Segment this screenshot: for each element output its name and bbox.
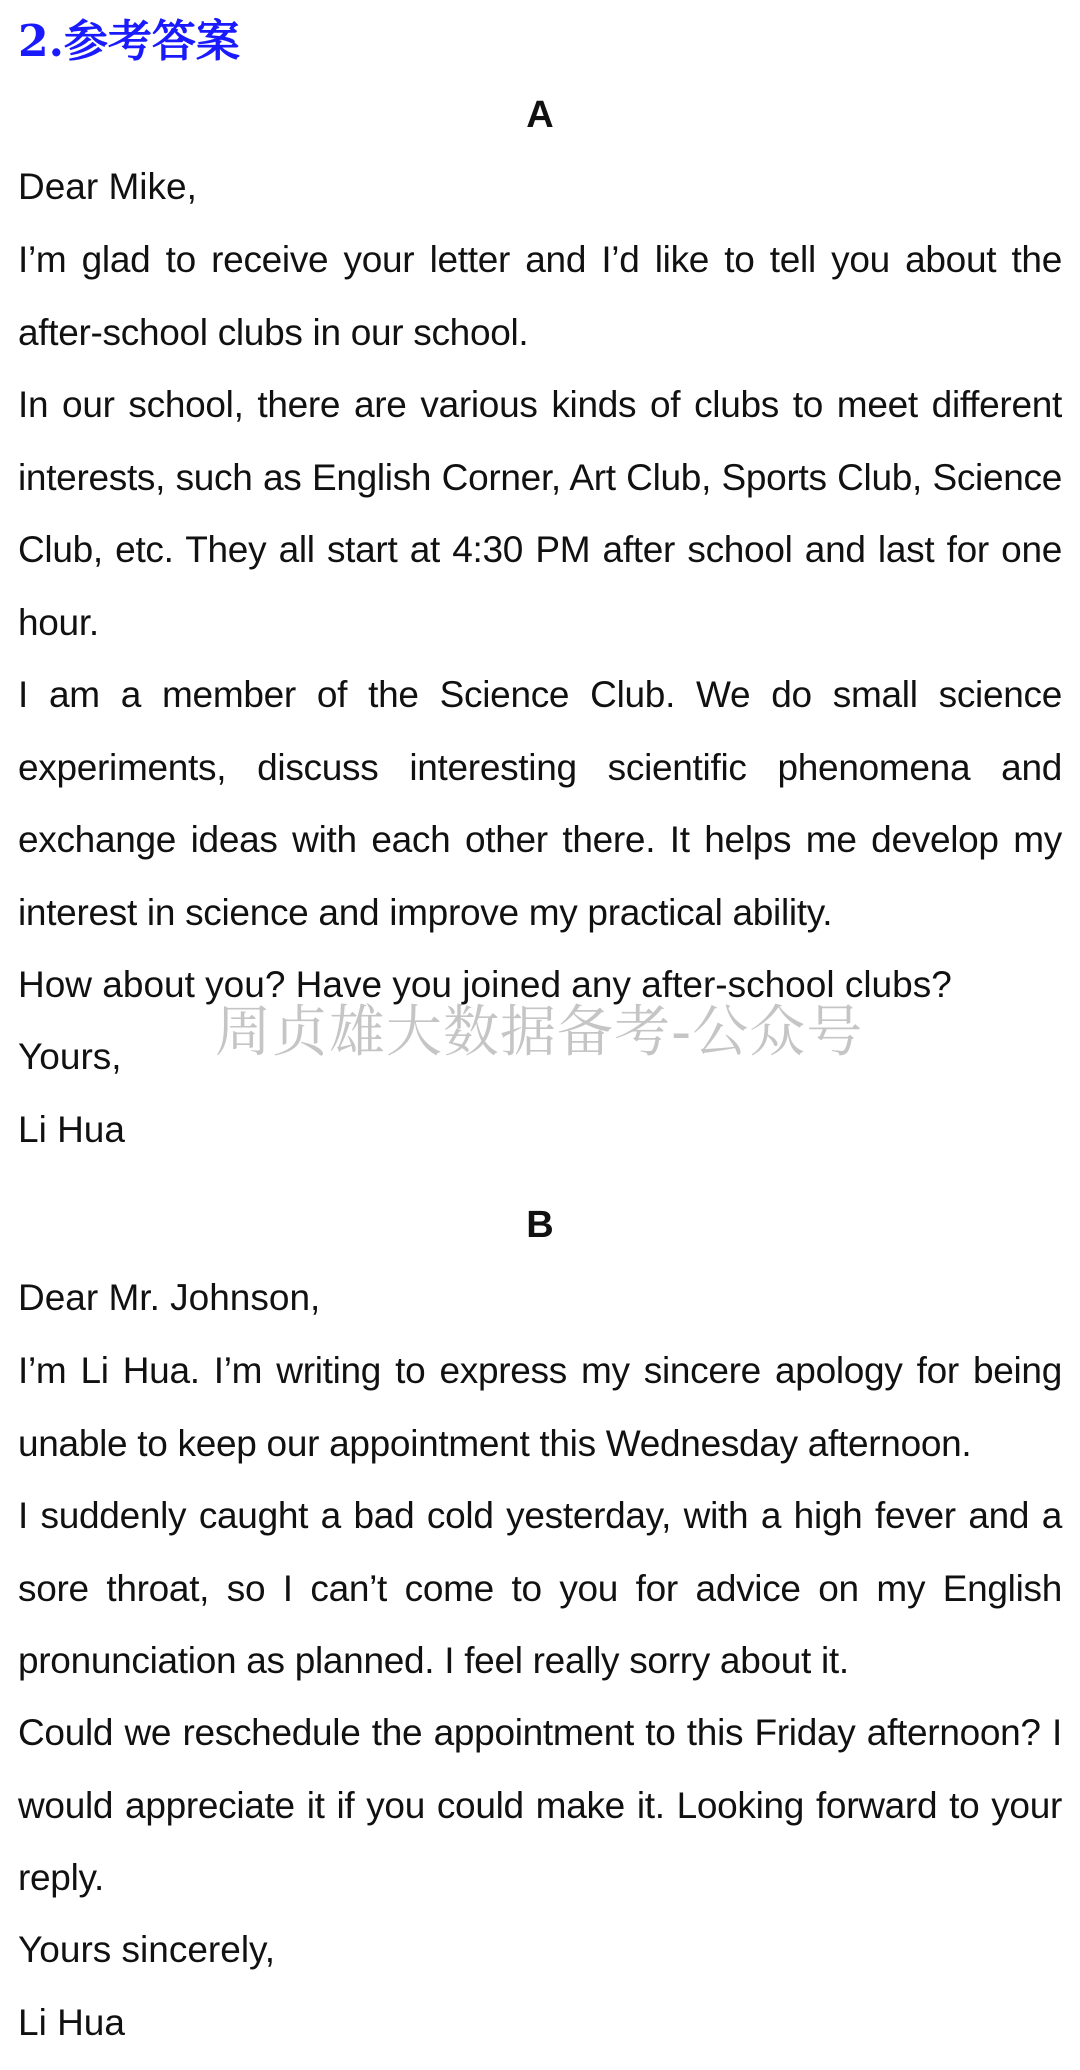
letter-b-paragraph-2: I suddenly caught a bad cold yesterday, with a high fever and a sore throat, so I can’t come to you for advice on my English pronunciation as planned. I feel really sorry about it. (18, 1495, 1062, 1681)
letter-a-paragraph-3: I am a member of the Science Club. We do small science experiments, discuss interesting scientific phenomena and exchange ideas with each other there. It helps me develop my interest in science and improve my practical ability. (18, 674, 1062, 933)
letter-a-signature: Li Hua (18, 1109, 125, 1150)
section-heading: 2.参考答案 (18, 16, 240, 67)
letter-b-paragraph-1: I’m Li Hua. I’m writing to express my sincere apology for being unable to keep our appointment this Wednesday afternoon. (18, 1350, 1062, 1464)
letter-a-paragraph-4: How about you? Have you joined any after-school clubs? (18, 964, 952, 1005)
letter-b-paragraph-3: Could we reschedule the appointment to this Friday afternoon? I would appreciate it if you could make it. Looking forward to your reply. (18, 1712, 1062, 1898)
letter-a-greeting: Dear Mike, (18, 166, 197, 207)
letter-a-paragraph-2: In our school, there are various kinds of clubs to meet different interests, such as English Corner, Art Club, Sports Club, Science Club, etc. They all start at 4:30 PM after school and last for one hour. (18, 384, 1062, 643)
letter-b-greeting: Dear Mr. Johnson, (18, 1277, 321, 1318)
letter-a-closing: Yours, (18, 1036, 122, 1077)
watermark-text: 周贞雄大数据备考-公众号 (215, 1000, 864, 1065)
letter-b-closing: Yours sincerely, (18, 1929, 276, 1970)
letter-b-signature: Li Hua (18, 2002, 125, 2043)
letter-a-label: A (526, 94, 554, 136)
letter-a-paragraph-1: I’m glad to receive your letter and I’d like to tell you about the after-school clubs in our school. (18, 239, 1062, 353)
letter-b-label: B (526, 1204, 554, 1246)
